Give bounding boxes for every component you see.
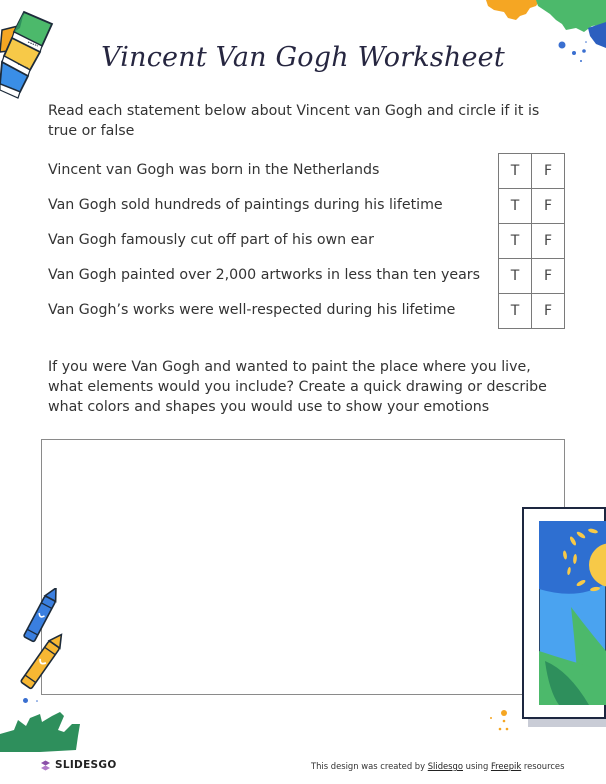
credit-prefix: This design was created by bbox=[311, 761, 428, 771]
slidesgo-logo bbox=[40, 759, 117, 771]
slidesgo-logo-icon bbox=[40, 760, 51, 771]
statement-2: Van Gogh sold hundreds of paintings during his lifetime bbox=[48, 197, 443, 213]
worksheet-title: Vincent Van Gogh Worksheet bbox=[101, 42, 505, 73]
footer-credit bbox=[311, 761, 564, 771]
table-row bbox=[499, 224, 565, 259]
true-false-table bbox=[498, 153, 565, 329]
drawing-prompt: If you were Van Gogh and wanted to paint the place where you live, what elements would you include? Create a quick drawing or describe what colors and shapes you would use to show your emotions bbox=[48, 359, 547, 415]
statement-4: Van Gogh painted over 2,000 artworks in less than ten years bbox=[48, 267, 481, 283]
statement-list bbox=[48, 153, 488, 328]
brand-name: SLIDESGO bbox=[55, 759, 117, 771]
paint-dot bbox=[23, 698, 28, 703]
instructions-text: Read each statement below about Vincent van Gogh and circle if it is true or false bbox=[48, 103, 540, 139]
true-option-3[interactable]: T bbox=[499, 224, 532, 259]
grass-icon bbox=[0, 712, 82, 754]
statement-5: Van Gogh’s works were well-respected during his lifetime bbox=[48, 302, 456, 318]
table-row bbox=[499, 189, 565, 224]
false-option-5[interactable]: F bbox=[532, 294, 565, 329]
true-option-1[interactable]: T bbox=[499, 154, 532, 189]
false-option-3[interactable]: F bbox=[532, 224, 565, 259]
painting-canvas bbox=[539, 521, 606, 705]
freepik-link[interactable]: Freepik bbox=[490, 761, 522, 771]
false-option-4[interactable]: F bbox=[532, 259, 565, 294]
crayons-icon bbox=[12, 588, 68, 708]
table-row bbox=[499, 259, 565, 294]
drawing-area[interactable] bbox=[41, 439, 565, 695]
true-option-2[interactable]: T bbox=[499, 189, 532, 224]
framed-painting-icon bbox=[522, 507, 606, 727]
paint-dots-icon bbox=[485, 706, 515, 736]
statement-1: Vincent van Gogh was born in the Netherlands bbox=[48, 162, 380, 178]
false-option-2[interactable]: F bbox=[532, 189, 565, 224]
table-row bbox=[499, 154, 565, 189]
statement-3: Van Gogh famously cut off part of his own ear bbox=[48, 232, 374, 248]
false-option-1[interactable]: F bbox=[532, 154, 565, 189]
table-row bbox=[499, 294, 565, 329]
credit-middle: using bbox=[462, 761, 491, 771]
true-option-4[interactable]: T bbox=[499, 259, 532, 294]
true-option-5[interactable]: T bbox=[499, 294, 532, 329]
credit-suffix: resources bbox=[521, 761, 565, 771]
slidesgo-link[interactable]: Slidesgo bbox=[427, 761, 463, 771]
